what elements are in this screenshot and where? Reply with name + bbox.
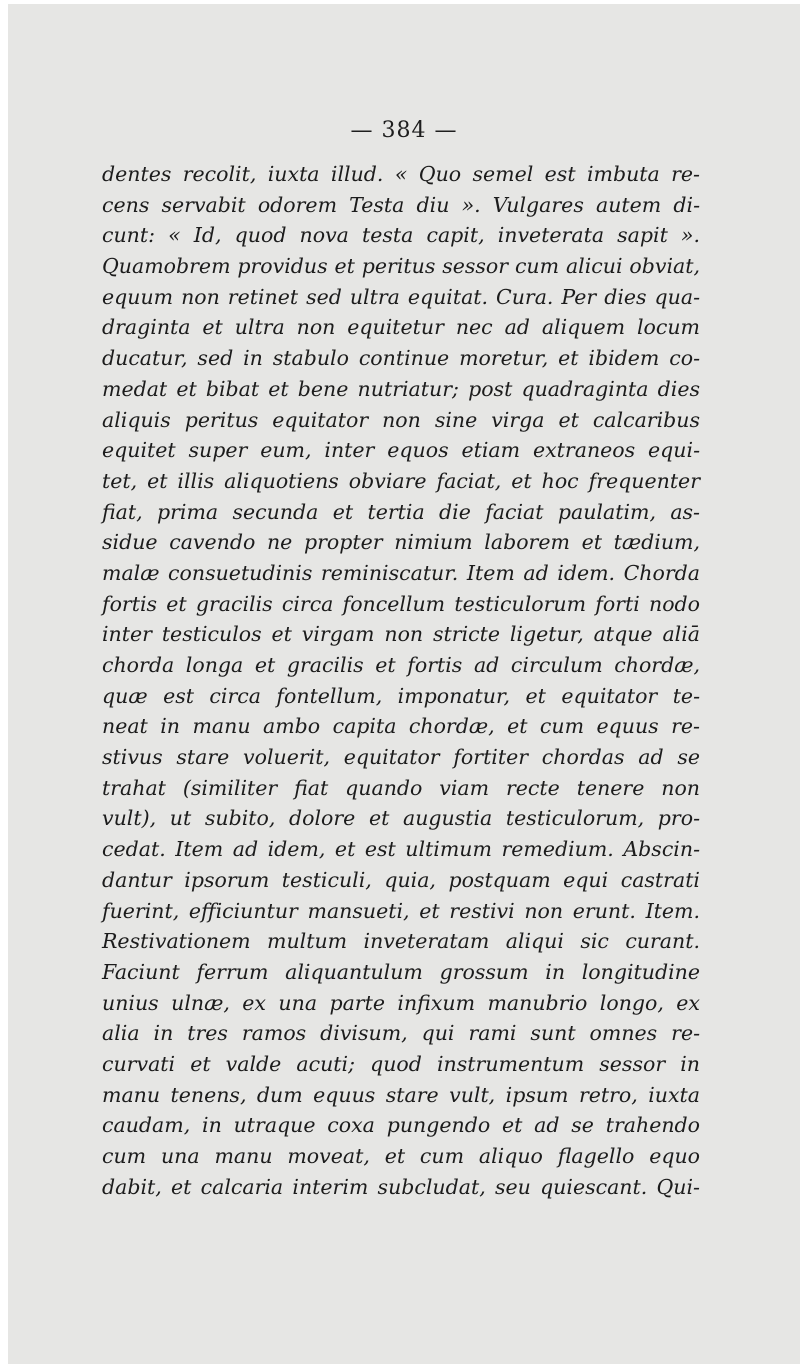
text-line: unius ulnæ, ex una parte infixum manubrio longo, ex [102, 990, 700, 1015]
text-line: curvati et valde acuti; quod instrumentum sessor in [102, 1051, 700, 1076]
text-line: ducatur, sed in stabulo continue moretur, et ibidem co- [102, 346, 700, 371]
text-line: medat et bibat et bene nutriatur; post quadraginta dies [102, 376, 700, 401]
text-line: equum non retinet sed ultra equitat. Cura. Per dies qua- [102, 284, 700, 309]
text-line: draginta et ultra non equitetur nec ad aliquem locum [102, 315, 700, 340]
text-line: dentes recolit, iuxta illud. « Quo semel est imbuta re- [102, 162, 700, 186]
text-line: chorda longa et gracilis et fortis ad circulum chordæ, [102, 653, 700, 677]
text-line: fiat, prima secunda et tertia die faciat paulatim, as- [102, 499, 700, 524]
text-line: Faciunt ferrum aliquantulum grossum in longitudine [102, 959, 700, 984]
text-line: equitet super eum, inter equos etiam extraneos equi- [102, 438, 700, 463]
text-line: aliquis peritus equitator non sine virga et calcaribus [102, 407, 700, 432]
text-line: malæ consuetudinis reminiscatur. Item ad idem. Chorda [102, 560, 700, 585]
text-line: quæ est circa fontellum, imponatur, et equitator te- [102, 683, 700, 708]
text-line: cedat. Item ad idem, et est ultimum remedium. Abscin- [102, 837, 700, 862]
text-line: sidue cavendo ne propter nimium laborem et tædium, [102, 530, 700, 555]
text-line: fuerint, efficiuntur mansueti, et restivi non erunt. Item. [102, 898, 700, 923]
text-line: cum una manu moveat, et cum aliquo flagello equo [102, 1144, 700, 1168]
book-page [8, 4, 800, 1364]
text-line: trahat (similiter fiat quando viam recte tenere non [102, 775, 700, 800]
text-line: vult), ut subito, dolore et augustia testiculorum, pro- [102, 806, 700, 831]
text-line: cens servabit odorem Testa diu ». Vulgares autem di- [102, 192, 700, 217]
body-text [102, 159, 700, 1202]
text-line: Restivationem multum inveteratam aliqui sic curant. [102, 929, 700, 954]
text-line: manu tenens, dum equus stare vult, ipsum retro, iuxta [102, 1082, 700, 1107]
text-line: alia in tres ramos divisum, qui rami sunt omnes re- [102, 1021, 700, 1046]
text-line: inter testiculos et virgam non stricte ligetur, atque aliā [102, 622, 700, 647]
text-line: cunt: « Id, quod nova testa capit, inveterata sapit ». [102, 223, 700, 248]
text-line: dabit, et calcaria interim subcludat, seu quiescant. Qui- [102, 1174, 700, 1199]
text-line: neat in manu ambo capita chordæ, et cum equus re- [102, 714, 700, 739]
text-line: caudam, in utraque coxa pungendo et ad se trahendo [102, 1113, 700, 1138]
text-line: stivus stare voluerit, equitator fortiter chordas ad se [102, 745, 700, 770]
text-line: tet, et illis aliquotiens obviare faciat, et hoc frequenter [102, 468, 700, 493]
text-line: Quamobrem providus et peritus sessor cum alicui obviat, [102, 254, 700, 279]
text-line: fortis et gracilis circa foncellum testiculorum forti nodo [102, 591, 700, 616]
text-line: dantur ipsorum testiculi, quia, postquam equi castrati [102, 867, 700, 892]
page-number: — 384 — [350, 118, 458, 143]
